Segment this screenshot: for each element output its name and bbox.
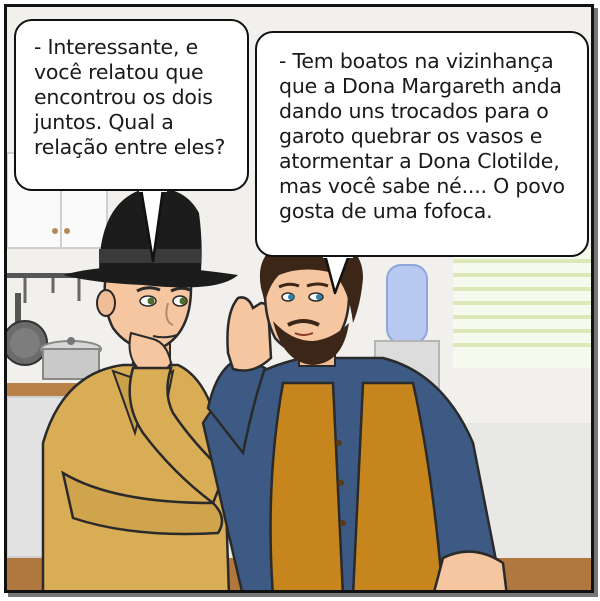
speech-bubble-detective (14, 19, 249, 191)
speech-text-bearded-man: - Tem boatos na vizinhança que a Dona Margareth anda dando uns trocados para o garoto quebrar os vasos e atormentar a Dona Clotilde, mas você sabe né.... O povo gosta de uma fofoca. (279, 49, 565, 223)
speech-text-detective: - Interessante, e você relatou que encontrou os dois juntos. Qual a relação entre eles? (34, 35, 226, 159)
comic-panel (4, 4, 594, 593)
speech-bubble-bearded-man (255, 31, 589, 257)
